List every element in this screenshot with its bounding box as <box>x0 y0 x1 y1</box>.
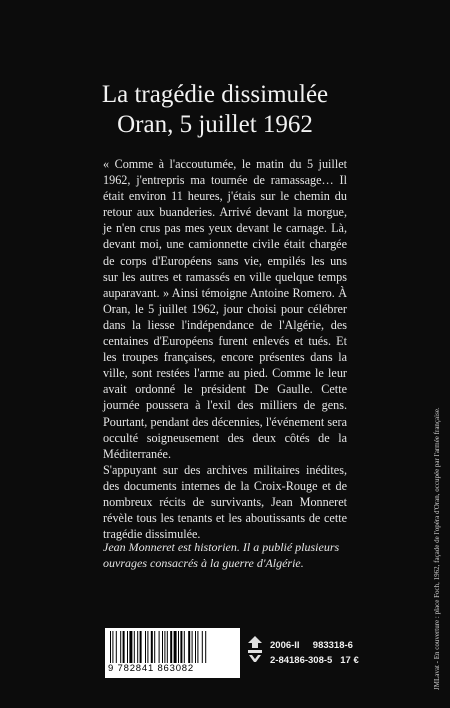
code-catalog: 983318-6 <box>312 640 353 651</box>
author-note: Jean Monneret est historien. Il a publié plusieurs ouvrages consacrés à la guerre d'Algérie. <box>103 540 340 570</box>
code-edition: 2006-II <box>270 640 300 651</box>
code-price: 17 € <box>340 655 359 666</box>
catalog-codes <box>270 638 359 668</box>
blurb-paragraph-1: « Comme à l'accoutumée, le matin du 5 juillet 1962, j'entrepris ma tournée de ramassage… Il était environ 11 heures, j'étais sur le chemin du retour aux buanderies. Arrivé devant la morgue, je n'en crus pas mes yeux devant le carnage. Là, devant moi, une camionnette civile était chargée de corps d'Européens sans vie, empilés les uns sur les autres et ramassés en ville quelque temps auparavant. » Ainsi témoigne Antoine Romero. À Oran, le 5 juillet 1962, jour choisi pour célébrer dans la liesse l'indépendance de l'Algérie, des centaines d'Européens furent enlevés et tués. Et les troupes françaises, encore présentes dans la ville, sont restées l'arme au pied. Comme le leur avait ordonné le président De Gaulle. Cette journée poussera à l'exil des milliers de gens. Pourtant, pendant des décennies, l'événement sera occulté soigneusement des deux côtés de la Méditerranée. <box>103 157 347 461</box>
cover-title <box>60 80 370 140</box>
blurb <box>103 156 347 542</box>
title-line-2: Oran, 5 juillet 1962 <box>117 111 313 138</box>
barcode-bars <box>109 631 236 663</box>
photo-credit: JMLavat - En couverture : place Foch, 1962, façade de l'opéra d'Oran, occupée par l'armée française. <box>433 407 441 690</box>
publisher-logo-icon <box>246 635 264 663</box>
blurb-paragraph-2: S'appuyant sur des archives militaires inédites, des documents internes de la Croix-Rouge et de nombreux récits de survivants, Jean Monneret révèle tous les tenants et les aboutissants de cette tragédie dissimulée. <box>103 462 347 542</box>
barcode-digits: 9 782841 863082 <box>108 663 194 674</box>
title-line-1: La tragédie dissimulée <box>101 81 329 108</box>
barcode <box>105 628 240 678</box>
code-isbn: 2-84186-308-5 <box>270 655 333 666</box>
